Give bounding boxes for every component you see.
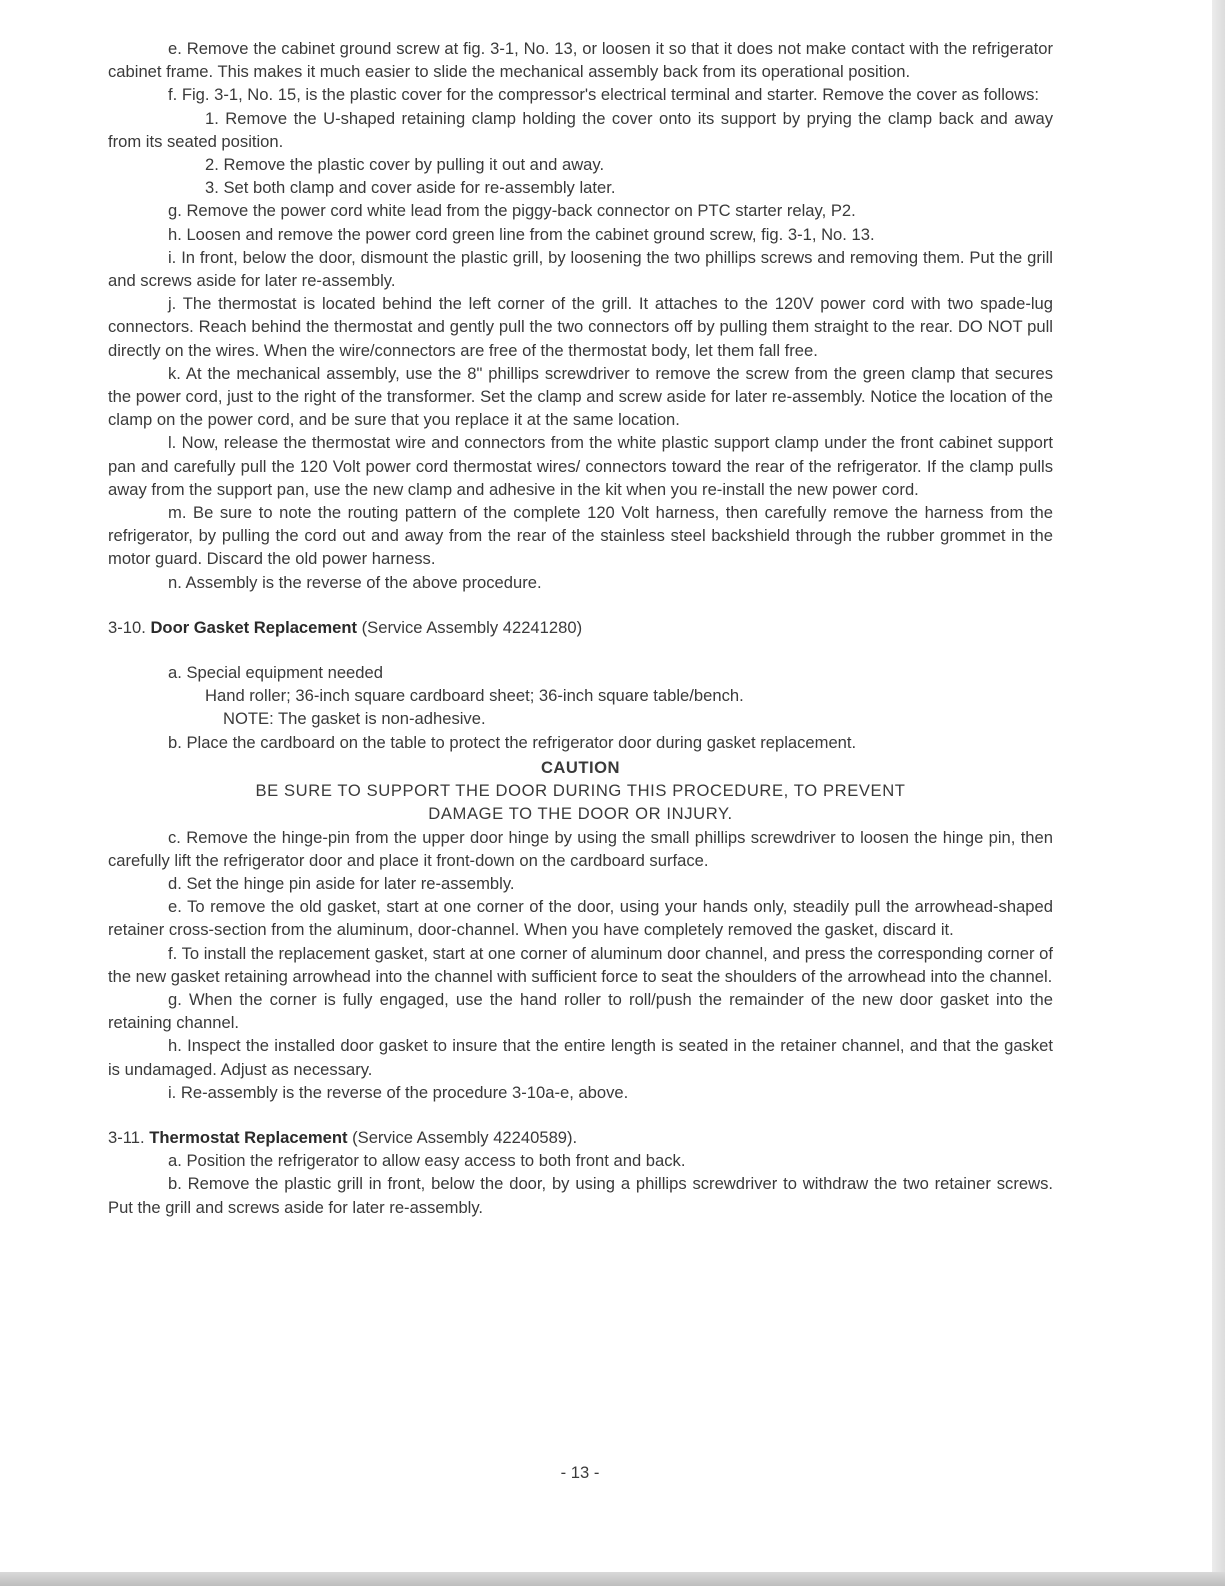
step-k: k. At the mechanical assembly, use the 8" phillips screwdriver to remove the screw from the green clamp that secures the power cord, just to the right of the transformer. Set the clamp and screw aside for later re-assembly. Notice the location of the clamp on the power cord, and be sure that you replace it at the same location. <box>108 363 1053 430</box>
scan-edge-bottom <box>0 1572 1225 1586</box>
section-subtitle: (Service Assembly 42240589). <box>352 1127 578 1147</box>
step-h: h. Loosen and remove the power cord green line from the cabinet ground screw, fig. 3-1, No. 13. <box>168 224 875 244</box>
thermostat-step-b: b. Remove the plastic grill in front, below the door, by using a phillips screwdriver to withdraw the two retainer screws. Put the grill and screws aside for later re-assembly. <box>108 1174 1053 1217</box>
section-title: Door Gasket Replacement <box>150 617 358 637</box>
step-n: n. Assembly is the reverse of the above procedure. <box>168 572 542 592</box>
section-heading-3-10 <box>108 616 1053 639</box>
gasket-note: NOTE: The gasket is non-adhesive. <box>223 709 486 729</box>
gasket-step-f: f. To install the replacement gasket, start at one corner of aluminum door channel, and press the corresponding corner of the new gasket retaining arrowhead into the channel with sufficient force to seat the shoulders of the arrowhead into the channel. <box>108 943 1053 986</box>
caution-heading: CAUTION <box>540 757 621 777</box>
gasket-step-e: e. To remove the old gasket, start at one corner of the door, using your hands only, steadily pull the arrowhead-shaped retainer cross-section from the aluminum, door-channel. When you have completely removed the gasket, discard it. <box>108 897 1053 940</box>
step-e: e. Remove the cabinet ground screw at fig. 3-1, No. 13, or loosen it so that it does not make contact with the refrigerator cabinet frame. This makes it much easier to slide the mechanical assembly back from its operational position. <box>108 39 1053 82</box>
gasket-step-b: b. Place the cardboard on the table to protect the refrigerator door during gasket replacement. <box>168 732 857 752</box>
step-f: f. Fig. 3-1, No. 15, is the plastic cover for the compressor's electrical terminal and starter. Remove the cover as follows: <box>168 85 1040 105</box>
step-g: g. Remove the power cord white lead from the piggy-back connector on PTC starter relay, P2. <box>168 201 856 221</box>
gasket-step-h: h. Inspect the installed door gasket to insure that the entire length is seated in the retainer channel, and that the gasket is undamaged. Adjust as necessary. <box>108 1036 1053 1079</box>
scan-edge-right <box>1212 0 1225 1572</box>
gasket-step-i: i. Re-assembly is the reverse of the procedure 3-10a-e, above. <box>168 1082 629 1102</box>
thermostat-step-a: a. Position the refrigerator to allow easy access to both front and back. <box>168 1151 686 1171</box>
step-f-3: 3. Set both clamp and cover aside for re-assembly later. <box>205 178 616 198</box>
caution-line-2: DAMAGE TO THE DOOR OR INJURY. <box>428 804 733 824</box>
step-l: l. Now, release the thermostat wire and connectors from the white plastic support clamp under the front cabinet support pan and carefully pull the 120 Volt power cord thermostat wires/ connectors toward the rear of the refrigerator. If the clamp pulls away from the support pan, use the new clamp and adhesive in the kit when you re-install the new power cord. <box>108 433 1053 499</box>
section-heading-3-11 <box>108 1126 1053 1149</box>
step-j: j. The thermostat is located behind the left corner of the grill. It attaches to the 120V power cord with two spade-lug connectors. Reach behind the thermostat and gently pull the two connectors off by pulling them straight to the rear. DO NOT pull directly on the wires. When the wire/connectors are free of the thermostat body, let them fall free. <box>108 294 1053 360</box>
section-subtitle: (Service Assembly 42241280) <box>361 617 583 637</box>
section-number: 3-10. <box>108 617 146 637</box>
step-f-1: 1. Remove the U-shaped retaining clamp holding the cover onto its support by prying the clamp back and away from its seated position. <box>108 108 1053 151</box>
section-number: 3-11. <box>108 1127 145 1147</box>
caution-line-1: BE SURE TO SUPPORT THE DOOR DURING THIS PROCEDURE, TO PREVENT <box>255 781 906 801</box>
page-number: - 13 - <box>560 1463 600 1482</box>
gasket-step-c: c. Remove the hinge-pin from the upper door hinge by using the small phillips screwdriver to loosen the hinge pin, then carefully lift the refrigerator door and place it front-down on the cardboard surface. <box>108 827 1053 870</box>
gasket-step-a: a. Special equipment needed <box>168 663 383 683</box>
gasket-step-g: g. When the corner is fully engaged, use the hand roller to roll/push the remainder of the new door gasket into the retaining channel. <box>108 989 1053 1033</box>
step-f-2: 2. Remove the plastic cover by pulling it out and away. <box>205 155 605 175</box>
document-body <box>108 37 1053 1219</box>
gasket-step-d: d. Set the hinge pin aside for later re-assembly. <box>168 873 515 893</box>
gasket-equipment-list: Hand roller; 36-inch square cardboard sheet; 36-inch square table/bench. <box>205 686 744 706</box>
step-i: i. In front, below the door, dismount the plastic grill, by loosening the two phillips screws and removing them. Put the grill and screws aside for later re-assembly. <box>108 247 1053 291</box>
step-m: m. Be sure to note the routing pattern of the complete 120 Volt harness, then carefully remove the harness from the refrigerator, by pulling the cord out and away from the rear of the stainless steel backshield through the rubber grommet in the motor guard. Discard the old power harness. <box>108 503 1053 569</box>
section-title: Thermostat Replacement <box>149 1127 348 1147</box>
